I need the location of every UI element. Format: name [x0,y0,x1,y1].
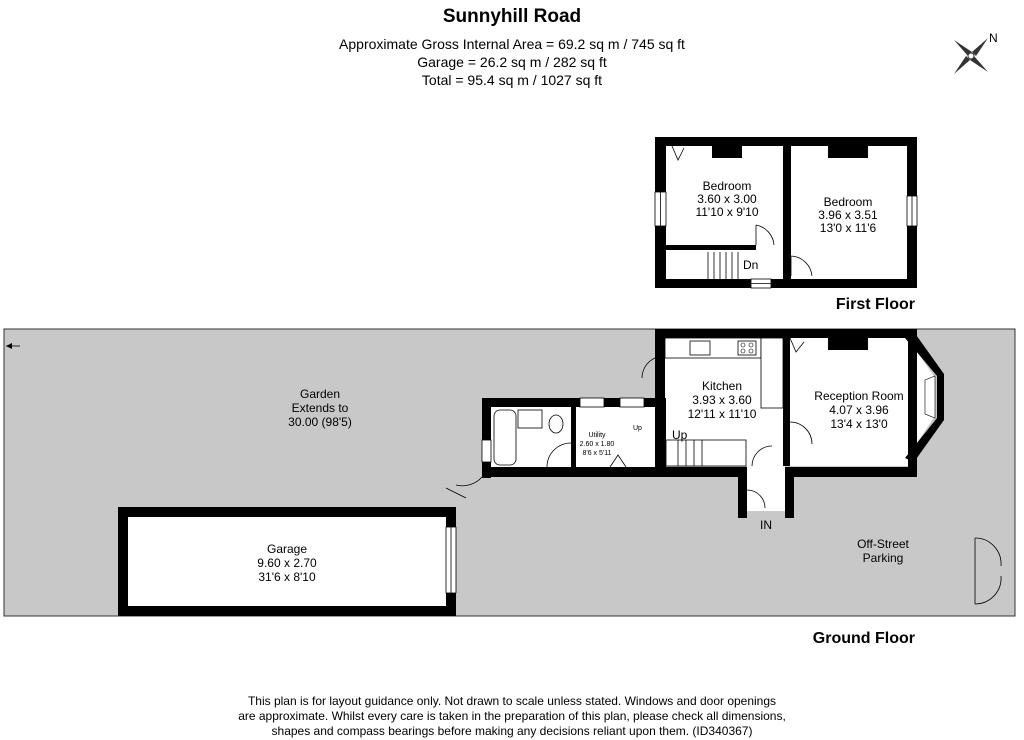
disclaimer-line1: This plan is for layout guidance only. Not drawn to scale unless stated. Windows and door openings [247,694,777,708]
compass-icon [954,31,998,74]
bedroom-2-name: Bedroom [823,195,873,209]
stairs-up-label: Up [672,428,688,442]
parking-label-line2: Parking [862,551,904,565]
utility-up-label: Up [633,425,642,432]
garden-label-line3: 30.00 (98'5) [288,415,352,429]
bedroom-1-metric: 3.60 x 3.00 [697,192,757,206]
parking-label-line1: Off-Street [857,537,909,551]
bedroom-1-imperial: 11'10 x 9'10 [695,205,759,219]
bedroom-2-metric: 3.96 x 3.51 [818,208,878,222]
reception-metric: 4.07 x 3.96 [829,403,889,417]
disclaimer-line2: are approximate. Whilst every care is taken in the preparation of this plan, please check all dimensions, [238,709,786,723]
stairs-down-label: Dn [743,258,759,272]
entrance-label: IN [760,518,772,532]
utility-imperial: 8'6 x 5'11 [582,450,612,457]
disclaimer-line3: shapes and compass bearings before making any decisions reliant upon them. (ID340367) [271,724,753,738]
garden-label-line1: Garden [299,387,341,401]
ground-floor-plan [4,329,1015,647]
compass-north-label: N [989,31,998,45]
disclaimer [0,694,1024,739]
reception-imperial: 13'4 x 13'0 [830,417,888,431]
first-floor-title: First Floor [835,296,915,313]
garage-metric: 9.60 x 2.70 [257,556,317,570]
total-area-text: Total = 95.4 sq m / 1027 sq ft [421,72,603,88]
plan-title: Sunnyhill Road [442,6,582,27]
bedroom-1-name: Bedroom [702,179,752,193]
utility-name: Utility [588,432,606,439]
kitchen-imperial: 12'11 x 11'10 [687,407,757,421]
garage-area-text: Garage = 26.2 sq m / 282 sq ft [417,54,607,70]
bedroom-2-imperial: 13'0 x 11'6 [819,221,877,235]
kitchen-metric: 3.93 x 3.60 [692,393,752,407]
reception-name: Reception Room [814,389,904,403]
first-floor-plan [655,137,917,313]
ground-floor-title: Ground Floor [812,630,915,647]
garage-name: Garage [266,542,308,556]
gross-area-text: Approximate Gross Internal Area = 69.2 sq m / 745 sq ft [339,36,685,52]
utility-metric: 2.60 x 1.80 [579,441,615,448]
garden-label-line2: Extends to [291,401,349,415]
garage-imperial: 31'6 x 8'10 [258,570,316,584]
kitchen-name: Kitchen [701,379,743,393]
